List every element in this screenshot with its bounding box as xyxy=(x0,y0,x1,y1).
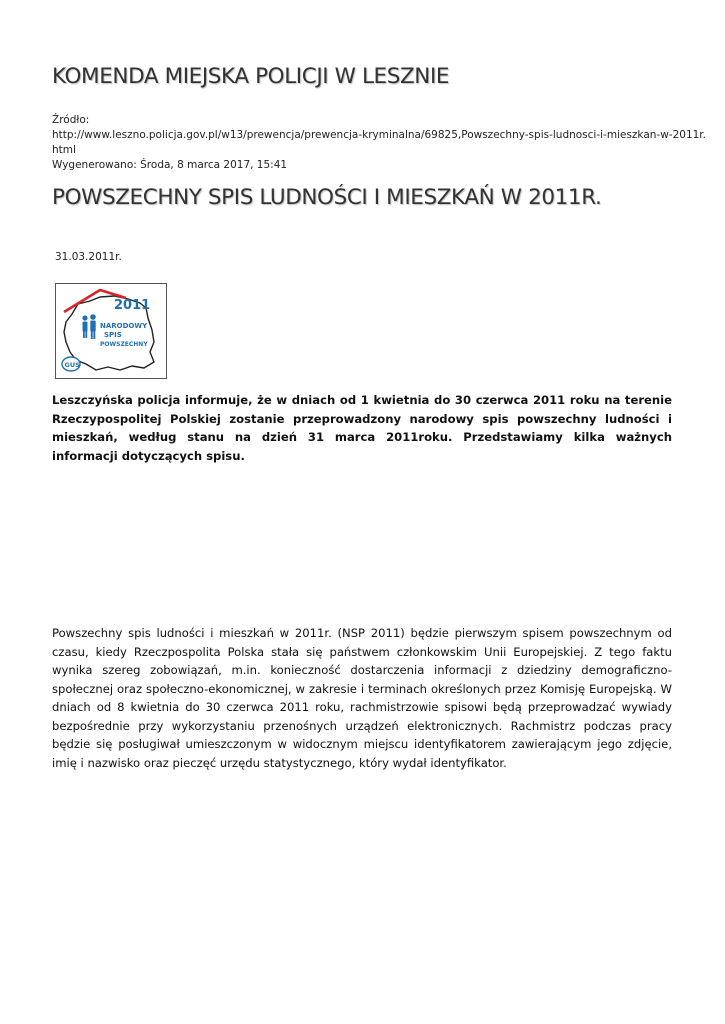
logo-text-narodowy: NARODOWY xyxy=(100,322,148,330)
source-url-line-1: http://www.leszno.policja.gov.pl/w13/prewencja/prewencja-kryminalna/69825,Powszechny-spis-ludnosci-i-mieszkan-w-2011r. xyxy=(52,129,706,141)
organization-title: KOMENDA MIEJSKA POLICJI W LESZNIE xyxy=(52,64,450,89)
generated-timestamp: Wygenerowano: Środa, 8 marca 2017, 15:41 xyxy=(52,159,288,171)
body-paragraph: Powszechny spis ludności i mieszkań w 2011r. (NSP 2011) będzie pierwszym spisem powszechnym od czasu, kiedy Rzeczpospolita Polska stała się państwem członkowskim Unii Europejskiej. Z tego faktu wynika szereg zobowiązań, m.in. konieczność dostarczenia informacji z dziedziny demograficzno-społecznej oraz społeczno-ekonomicznej, w zakresie i terminach określonych przez Komisję Europejską. W dniach od 8 kwietnia do 30 czerwca 2011 roku, rachmistrzowie spisowi będą przeprowadzać wywiady bezpośrednie przy wykorzystaniu przenośnych urządzeń elektronicznych. Rachmistrz podczas pracy będzie się posługiwał umieszczonym w widocznym miejscu identyfikatorem zawierającym jego zdjęcie, imię i nazwisko oraz pieczęć urzędu statystycznego, który wydał identyfikator. xyxy=(52,626,672,770)
logo-text-powszechny: POWSZECHNY xyxy=(100,341,148,348)
source-url-line-2: html xyxy=(52,144,76,156)
people-icon xyxy=(82,314,95,339)
census-logo xyxy=(55,283,167,379)
gus-badge-text: GUS xyxy=(64,361,80,369)
logo-text-spis: SPIS xyxy=(104,331,122,339)
logo-year: 2011 xyxy=(114,298,151,313)
article-title: POWSZECHNY SPIS LUDNOŚCI I MIESZKAŃ W 2011R. xyxy=(52,185,602,210)
source-label: Źródło: xyxy=(52,114,90,126)
lead-paragraph: Leszczyńska policja informuje, że w dniach od 1 kwietnia do 30 czerwca 2011 roku na terenie Rzeczypospolitej Polskiej zostanie przeprowadzony narodowy spis powszechny ludności i mieszkań, według stanu na dzień 31 marca 2011roku. Przedstawiamy kilka ważnych informacji dotyczących spisu. xyxy=(52,393,672,463)
census-logo-graphic xyxy=(56,284,166,378)
article-date: 31.03.2011r. xyxy=(55,251,122,263)
source-metadata xyxy=(52,113,706,173)
